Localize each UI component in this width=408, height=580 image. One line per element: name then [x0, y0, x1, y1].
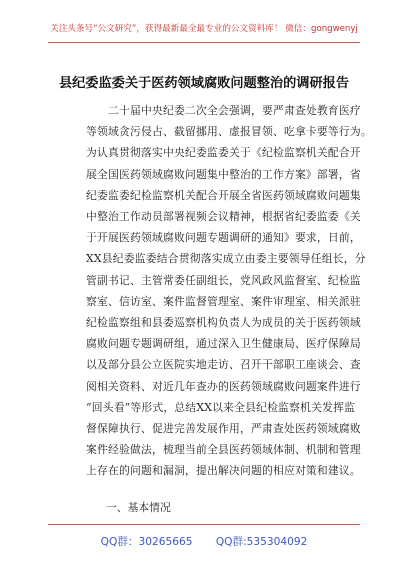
body-line: 纪委监委纪检监察机关配合开展全省医药领域腐败问题集 [86, 188, 361, 202]
body-line: 二十届中央纪委二次全会强调，要严肃查处教育医疗 [108, 104, 361, 117]
body-line: 阅相关资料、对近几年查办的医药领域腐败问题案件进行 [86, 379, 361, 393]
body-line: 纪检监察组和县委巡察机构负责人为成员的关于医药领域 [86, 316, 361, 330]
body-line: “回头看”等形式，总结XX以来全县纪检监察机关发挥监 [86, 400, 356, 414]
footer [0, 534, 408, 549]
body-line: 中整治工作动员部署视频会议精神，根据省纪委监委《关 [86, 210, 361, 224]
body-line: 展全国医药领域腐败问题集中整治的工作方案》部署，省 [86, 167, 361, 181]
qq-group-2: QQ群:535304092 [215, 536, 308, 548]
section-heading: 一、基本情况 [106, 501, 171, 514]
body-line: 督保障执行、促进完善发展作用，严肃查处医药领域腐败 [86, 422, 361, 436]
body-line: XX县纪委监委结合贯彻落实成立由委主要领导任组长，分 [86, 252, 366, 266]
body-line: 上存在的问题和漏洞，提出解决问题的相应对策和建议。 [86, 464, 361, 478]
document-title: 县纪委监委关于医药领域腐败问题整治的调研报告 [58, 76, 350, 91]
body-line: 案件经验做法，梳理当前全县医药领域体制、机制和管理 [86, 443, 361, 457]
promo-banner: 关注头条号“公文研究”，获得最新最全最专业的公文资料库！ 微信：gongwenyj [50, 24, 358, 34]
document-body [86, 100, 372, 482]
body-line: 腐败问题专题调研组，通过深入卫生健康局、医疗保障局 [86, 337, 361, 351]
header-divider [48, 42, 360, 43]
body-line: 察室、信访室、案件监督管理室、案件审理室、相关派驻 [86, 294, 361, 308]
footer-divider [48, 524, 360, 525]
body-line: 等领域贪污侵占、截留挪用、虚报冒领、吃拿卡要等行为。 [86, 125, 372, 139]
body-line: 为认真贯彻落实中央纪委监委关于《纪检监察机关配合开 [86, 146, 361, 160]
body-line: 管副书记、主管常委任副组长，党风政风监督室、纪检监 [86, 273, 361, 287]
qq-group-1: QQ群：30265665 [100, 536, 193, 548]
body-line: 以及部分县公立医院实地走访、召开干部职工座谈会、查 [86, 358, 361, 372]
body-line: 于开展医药领域腐败问题专题调研的通知》要求，日前， [86, 231, 361, 245]
